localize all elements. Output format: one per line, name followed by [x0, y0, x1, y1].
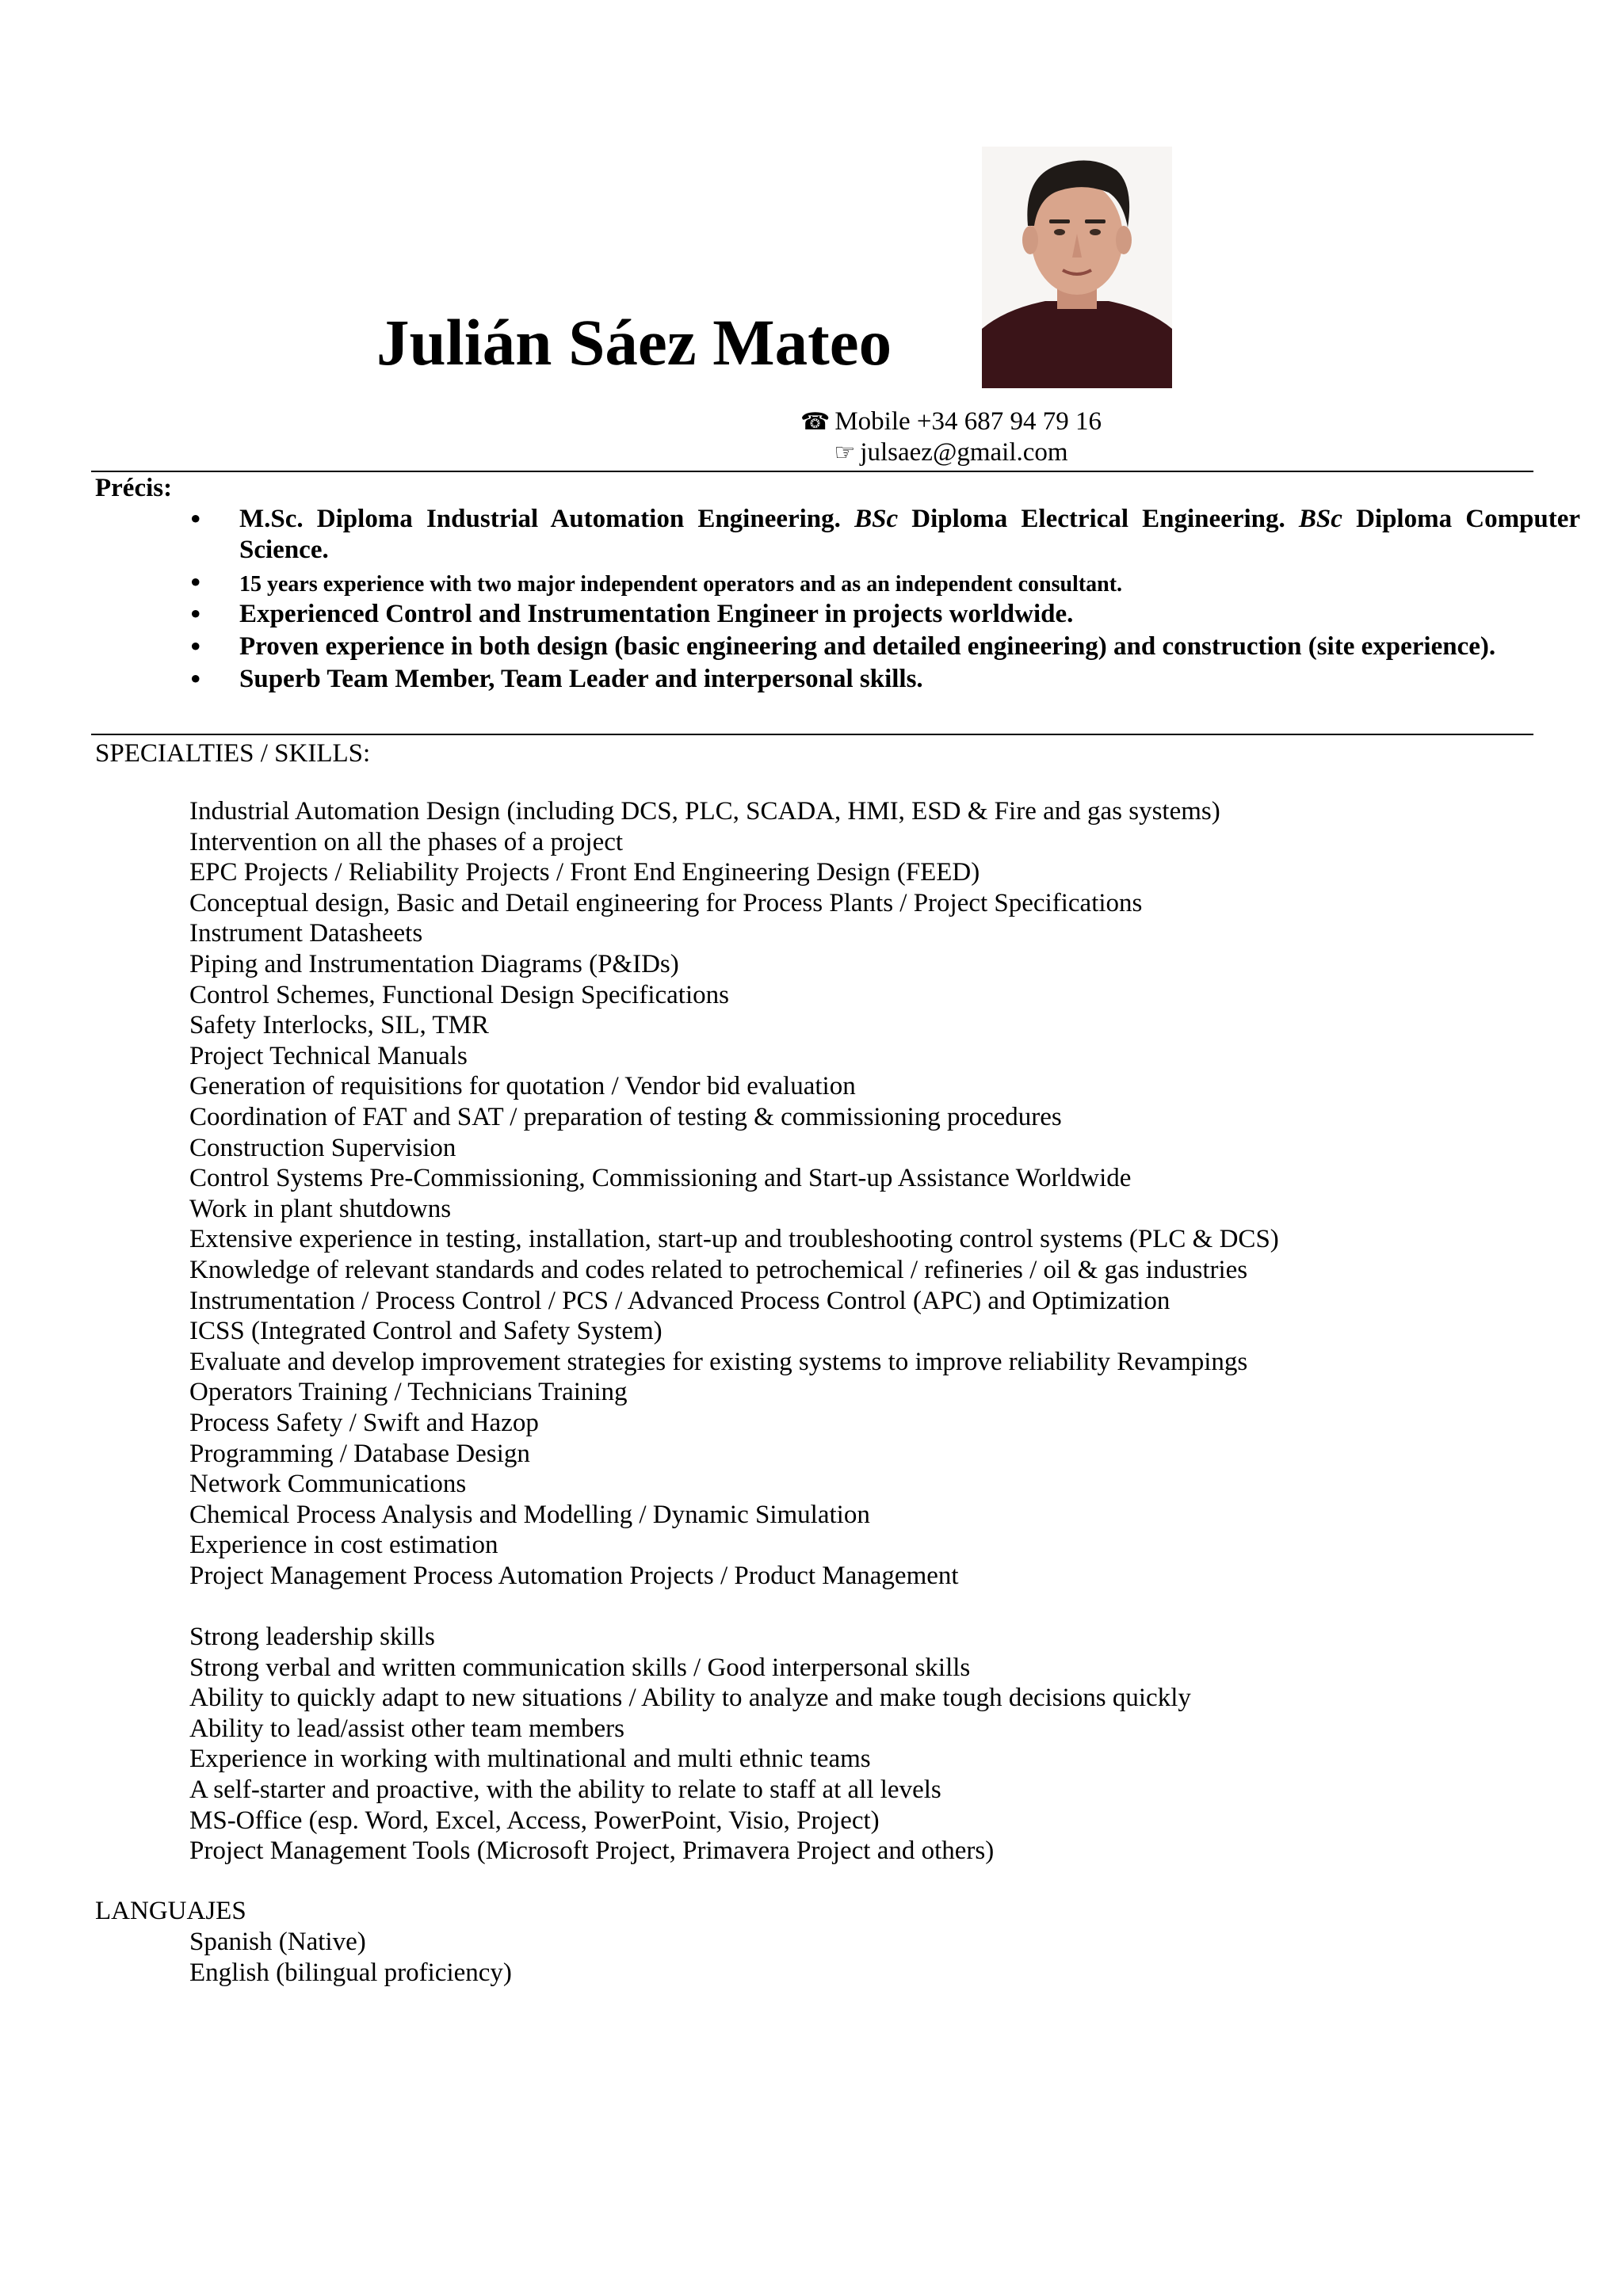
list-item: Control Schemes, Functional Design Specifications [189, 980, 729, 1009]
list-item: Intervention on all the phases of a project [189, 827, 624, 856]
section-divider [91, 734, 1533, 735]
list-item: Construction Supervision [189, 1133, 456, 1162]
list-item: Process Safety / Swift and Hazop [189, 1409, 539, 1437]
list-item: Extensive experience in testing, installation, start-up and troubleshooting control systems (PLC & DCS) [189, 1225, 1279, 1254]
precis-item-1-part-b: BSc [854, 505, 899, 533]
precis-item-1-part-d: BSc [1298, 505, 1342, 533]
list-item: Instrument Datasheets [189, 919, 423, 948]
precis-item-4: Proven experience in both design (basic engineering and detailed engineering) and construction (site experience). [239, 632, 1496, 661]
list-item: English (bilingual proficiency) [189, 1958, 512, 1987]
portrait-illustration [982, 147, 1172, 388]
bullet-icon: • [188, 664, 204, 695]
bullet-icon: • [188, 567, 204, 598]
list-item: Safety Interlocks, SIL, TMR [189, 1011, 489, 1040]
header-divider [91, 471, 1533, 472]
list-item: Instrumentation / Process Control / PCS / Advanced Process Control (APC) and Optimization [189, 1286, 1170, 1315]
pointing-hand-icon: ☞ [834, 439, 856, 467]
precis-item-1-line1 [239, 504, 1580, 535]
precis-item-5: Superb Team Member, Team Leader and interpersonal skills. [239, 665, 923, 693]
list-item: Evaluate and develop improvement strategies for existing systems to improve reliability Revampings [189, 1347, 1248, 1376]
precis-item-1-part-c: Diploma Electrical Engineering. [911, 505, 1285, 533]
list-item: Industrial Automation Design (including DCS, PLC, SCADA, HMI, ESD & Fire and gas systems) [189, 797, 1220, 826]
list-item: Conceptual design, Basic and Detail engineering for Process Plants / Project Specifications [189, 888, 1143, 917]
list-item: ICSS (Integrated Control and Safety System) [189, 1317, 663, 1346]
precis-item-1-part-e: Diploma Computer [1356, 505, 1581, 533]
list-item: Coordination of FAT and SAT / preparation of testing & commissioning procedures [189, 1103, 1062, 1131]
precis-heading: Précis: [95, 474, 173, 502]
email-link[interactable]: julsaez@gmail.com [860, 438, 1068, 467]
precis-item-1-part-a: M.Sc. Diploma Industrial Automation Engineering. [239, 505, 841, 533]
phone-line [555, 406, 1347, 437]
list-item: Programming / Database Design [189, 1439, 530, 1468]
precis-item-2: 15 years experience with two major independent operators and as an independent consultant. [239, 572, 1123, 597]
list-item: Operators Training / Technicians Training [189, 1378, 628, 1407]
skills-heading: SPECIALTIES / SKILLS: [95, 739, 371, 768]
list-item: Project Management Process Automation Projects / Product Management [189, 1562, 959, 1590]
list-item: A self-starter and proactive, with the ability to relate to staff at all levels [189, 1775, 941, 1804]
list-item: Knowledge of relevant standards and codes related to petrochemical / refineries / oil & gas industries [189, 1256, 1248, 1284]
list-item: Work in plant shutdowns [189, 1194, 452, 1223]
list-item: Ability to lead/assist other team members [189, 1714, 624, 1743]
list-item: Project Technical Manuals [189, 1041, 468, 1070]
phone-text: Mobile +34 687 94 79 16 [834, 407, 1102, 436]
list-item: Spanish (Native) [189, 1928, 366, 1956]
list-item: Chemical Process Analysis and Modelling / Dynamic Simulation [189, 1500, 870, 1529]
list-item: Project Management Tools (Microsoft Project, Primavera Project and others) [189, 1836, 995, 1866]
list-item: Generation of requisitions for quotation / Vendor bid evaluation [189, 1072, 856, 1101]
bullet-icon: • [188, 599, 204, 630]
list-item: Piping and Instrumentation Diagrams (P&IDs) [189, 950, 679, 978]
list-item: Ability to quickly adapt to new situations / Ability to analyze and make tough decisions quickly [189, 1684, 1191, 1713]
candidate-name: Julián Sáez Mateo [376, 306, 892, 379]
list-item: Control Systems Pre-Commissioning, Commissioning and Start-up Assistance Worldwide [189, 1164, 1132, 1193]
list-item: Experience in working with multinational and multi ethnic teams [189, 1745, 871, 1774]
languages-heading: LANGUAJES [95, 1897, 246, 1925]
bullet-icon: • [188, 504, 204, 535]
portrait-photo [982, 147, 1172, 388]
phone-icon: ☎ [800, 408, 831, 436]
list-item: MS-Office (esp. Word, Excel, Access, PowerPoint, Visio, Project) [189, 1806, 880, 1835]
list-item: Strong leadership skills [189, 1623, 435, 1651]
list-item: Experience in cost estimation [189, 1531, 498, 1560]
email-line [555, 437, 1347, 468]
list-item: EPC Projects / Reliability Projects / Front End Engineering Design (FEED) [189, 858, 980, 887]
precis-item-3: Experienced Control and Instrumentation Engineer in projects worldwide. [239, 600, 1074, 628]
list-item: Strong verbal and written communication skills / Good interpersonal skills [189, 1653, 971, 1682]
list-item: Network Communications [189, 1470, 467, 1499]
precis-item-1-line2: Science. [239, 536, 329, 564]
bullet-icon: • [188, 631, 204, 662]
